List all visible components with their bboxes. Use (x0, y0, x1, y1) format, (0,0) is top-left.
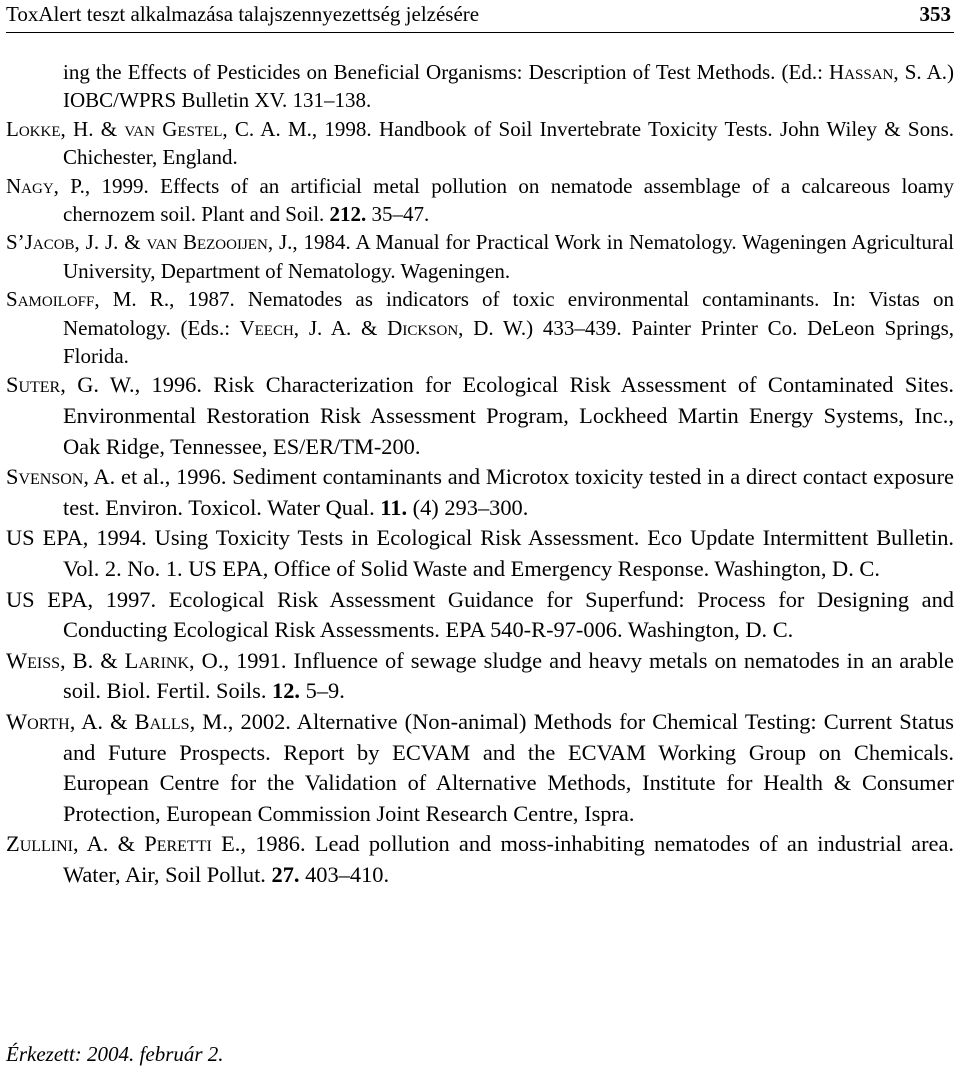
reference-nagy: Nagy, P., 1999. Effects of an artificial metal pollution on nematode assemblage of a calcareous loamy chernozem soil. Plant and Soil. 212. 35–47. (6, 173, 954, 227)
reference-list (6, 58, 954, 891)
reference-hassan-continuation: ing the Effects of Pesticides on Beneficial Organisms: Description of Test Methods. (Ed.: Hassan, S. A.) IOBC/WPRS Bulletin XV. 131–138. (63, 60, 955, 113)
reference-worth: Worth, A. & Balls, M., 2002. Alternative (Non-animal) Methods for Chemical Testing: Current Status and Future Prospects. Report by ECVAM and the ECVAM Working Group on Chemicals. European Centre for the Validation of Alternative Methods, Institute for Health & Consumer Protection, European Commission Joint Research Centre, Ispra. (6, 709, 955, 826)
reference-zullini: Zullini, A. & Peretti E., 1986. Lead pollution and moss-inhabiting nematodes of an industrial area. Water, Air, Soil Pollut. 27. 403–410. (6, 831, 954, 887)
page-number: 353 (919, 2, 951, 26)
reference-usepa-1997: US EPA, 1997. Ecological Risk Assessment Guidance for Superfund: Process for Designing and Conducting Ecological Risk Assessments. EPA 540-R-97-006. Washington, D. C. (6, 586, 954, 643)
reference-suter: Suter, G. W., 1996. Risk Characterization for Ecological Risk Assessment of Contaminated Sites. Environmental Restoration Risk Assessment Program, Lockheed Martin Energy Systems, Inc., Oak Ridge, Tennessee, ES/ER/TM-200. (6, 372, 955, 459)
reference-sjacob: S’Jacob, J. J. & van Bezooijen, J., 1984. A Manual for Practical Work in Nematology. Wageningen Agricultural University, Department of Nematology. Wageningen. (6, 230, 954, 283)
reference-svenson: Svenson, A. et al., 1996. Sediment contaminants and Microtox toxicity tested in a direct contact exposure test. Environ. Toxicol. Water Qual. 11. (4) 293–300. (6, 464, 954, 520)
reference-samoiloff: Samoiloff, M. R., 1987. Nematodes as indicators of toxic environmental contaminants. In: Vistas on Nematology. (Eds.: Veech, J. A. & Dickson, D. W.) 433–439. Painter Printer Co. DeLeon Springs, Florida. (6, 287, 954, 369)
reference-usepa-1994: US EPA, 1994. Using Toxicity Tests in Ecological Risk Assessment. Eco Update Intermittent Bulletin. Vol. 2. No. 1. US EPA, Office of Solid Waste and Emergency Response. Washington, D. C. (6, 525, 954, 582)
running-title: ToxAlert teszt alkalmazása talajszennyezettség jelzésére (6, 2, 480, 26)
running-header (6, 0, 954, 33)
reference-lokke: Lokke, H. & van Gestel, C. A. M., 1998. Handbook of Soil Invertebrate Toxicity Tests. John Wiley & Sons. Chichester, England. (6, 116, 954, 170)
reference-weiss: Weiss, B. & Larink, O., 1991. Influence of sewage sludge and heavy metals on nematodes in an arable soil. Biol. Fertil. Soils. 12. 5–9. (6, 647, 954, 704)
received-date: Érkezett: 2004. február 2. (6, 1042, 224, 1066)
